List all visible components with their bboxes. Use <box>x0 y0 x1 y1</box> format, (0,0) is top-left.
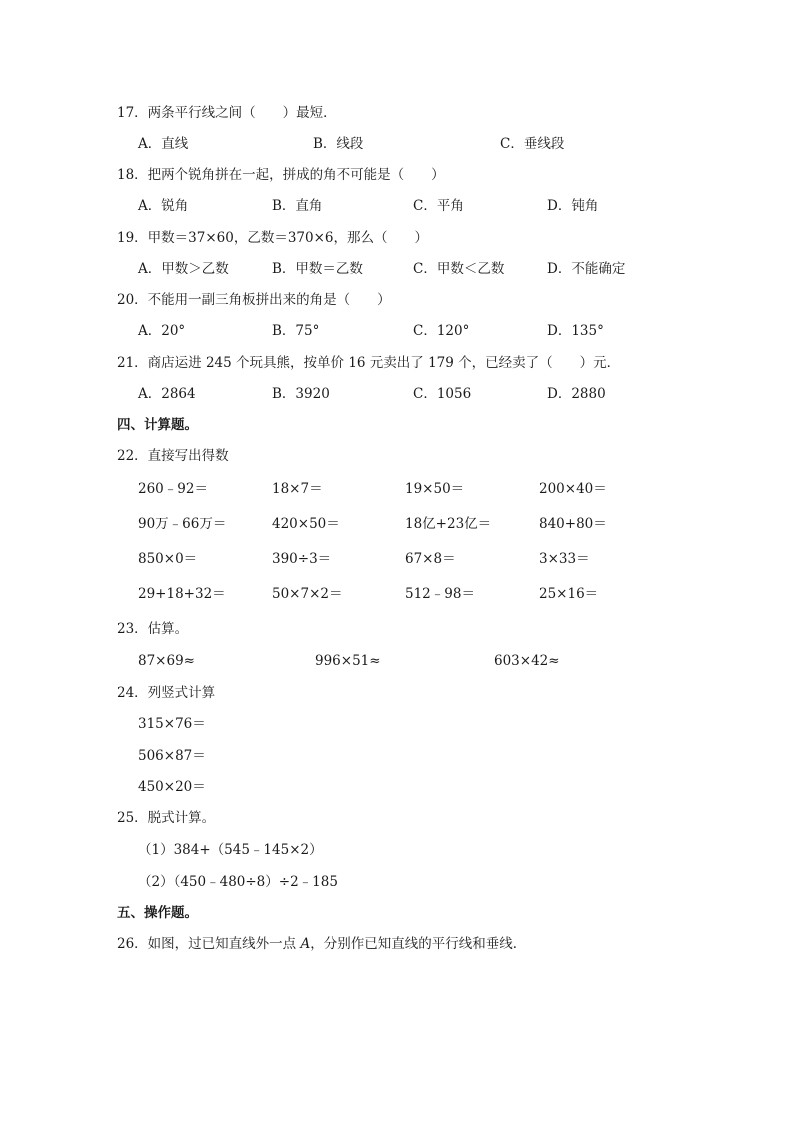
q17-option-b[interactable]: B．线段 <box>313 136 364 152</box>
q25-item: （1）384+（545﹣145×2） <box>138 842 323 858</box>
q19-stem: 19．甲数＝37×60，乙数＝370×6，那么（ ） <box>117 230 429 246</box>
q22-item: 29+18+32＝ <box>138 586 226 602</box>
q19-option-a[interactable]: A．甲数＞乙数 <box>138 261 229 277</box>
q23-item: 996×51≈ <box>315 653 381 669</box>
q20-option-b[interactable]: B．75° <box>272 323 320 339</box>
q24-stem: 24．列竖式计算 <box>117 685 216 701</box>
q24-item: 450×20＝ <box>138 779 206 795</box>
q26-stem-pre: 26．如图，过已知直线外一点 <box>117 936 301 952</box>
q18-option-b[interactable]: B．直角 <box>272 198 323 214</box>
q20-option-a[interactable]: A．20° <box>138 323 186 339</box>
q22-item: 850×0＝ <box>138 551 198 567</box>
q22-item: 512﹣98＝ <box>405 586 475 602</box>
q18-option-c[interactable]: C．平角 <box>413 198 464 214</box>
q26-stem-post: ，分别作已知直线的平行线和垂线． <box>310 936 527 952</box>
q22-item: 90万﹣66万＝ <box>138 516 227 532</box>
q22-item: 260﹣92＝ <box>138 481 208 497</box>
q26-point-label: A <box>300 936 311 952</box>
q22-item: 3×33＝ <box>539 551 590 567</box>
q21-option-a[interactable]: A．2864 <box>138 386 196 402</box>
q22-item: 840+80＝ <box>539 516 607 532</box>
q23-item: 603×42≈ <box>494 653 560 669</box>
q22-item: 67×8＝ <box>405 551 456 567</box>
q25-stem: 25．脱式计算。 <box>117 810 216 826</box>
q19-option-b[interactable]: B．甲数＝乙数 <box>272 261 363 277</box>
q18-option-a[interactable]: A．锐角 <box>138 198 189 214</box>
q18-option-d[interactable]: D．钝角 <box>547 198 599 214</box>
q22-item: 19×50＝ <box>405 481 465 497</box>
q23-stem: 23．估算。 <box>117 621 189 637</box>
q17-option-a[interactable]: A．直线 <box>138 136 189 152</box>
q22-item: 50×7×2＝ <box>272 586 343 602</box>
q26-stem <box>117 935 526 953</box>
q17-option-c[interactable]: C．垂线段 <box>500 136 565 152</box>
q21-option-c[interactable]: C．1056 <box>413 386 472 402</box>
section-heading-operation: 五、操作题。 <box>117 905 198 921</box>
q25-item: （2）（450﹣480÷8）÷2﹣185 <box>138 874 338 890</box>
q22-stem: 22．直接写出得数 <box>117 448 229 464</box>
q21-option-d[interactable]: D．2880 <box>547 386 606 402</box>
q22-item: 18亿+23亿＝ <box>405 516 492 532</box>
q22-item: 25×16＝ <box>539 586 599 602</box>
q20-option-d[interactable]: D．135° <box>547 323 604 339</box>
q22-item: 390÷3＝ <box>272 551 332 567</box>
q21-stem: 21．商店运进 245 个玩具熊，按单价 16 元卖出了 179 个，已经卖了（ ）元． <box>117 355 621 371</box>
q17-stem: 17．两条平行线之间（ ）最短． <box>117 105 337 121</box>
q20-option-c[interactable]: C．120° <box>413 323 470 339</box>
q22-item: 200×40＝ <box>539 481 607 497</box>
q19-option-d[interactable]: D．不能确定 <box>547 261 626 277</box>
q21-option-b[interactable]: B．3920 <box>272 386 330 402</box>
q24-item: 315×76＝ <box>138 716 206 732</box>
q23-item: 87×69≈ <box>138 653 195 669</box>
q22-item: 18×7＝ <box>272 481 323 497</box>
q24-item: 506×87＝ <box>138 748 206 764</box>
q19-option-c[interactable]: C．甲数＜乙数 <box>413 261 505 277</box>
q20-stem: 20．不能用一副三角板拼出来的角是（ ） <box>117 292 391 308</box>
q18-stem: 18．把两个锐角拼在一起，拼成的角不可能是（ ） <box>117 167 445 183</box>
q22-item: 420×50＝ <box>272 516 340 532</box>
section-heading-calculation: 四、计算题。 <box>117 417 198 433</box>
